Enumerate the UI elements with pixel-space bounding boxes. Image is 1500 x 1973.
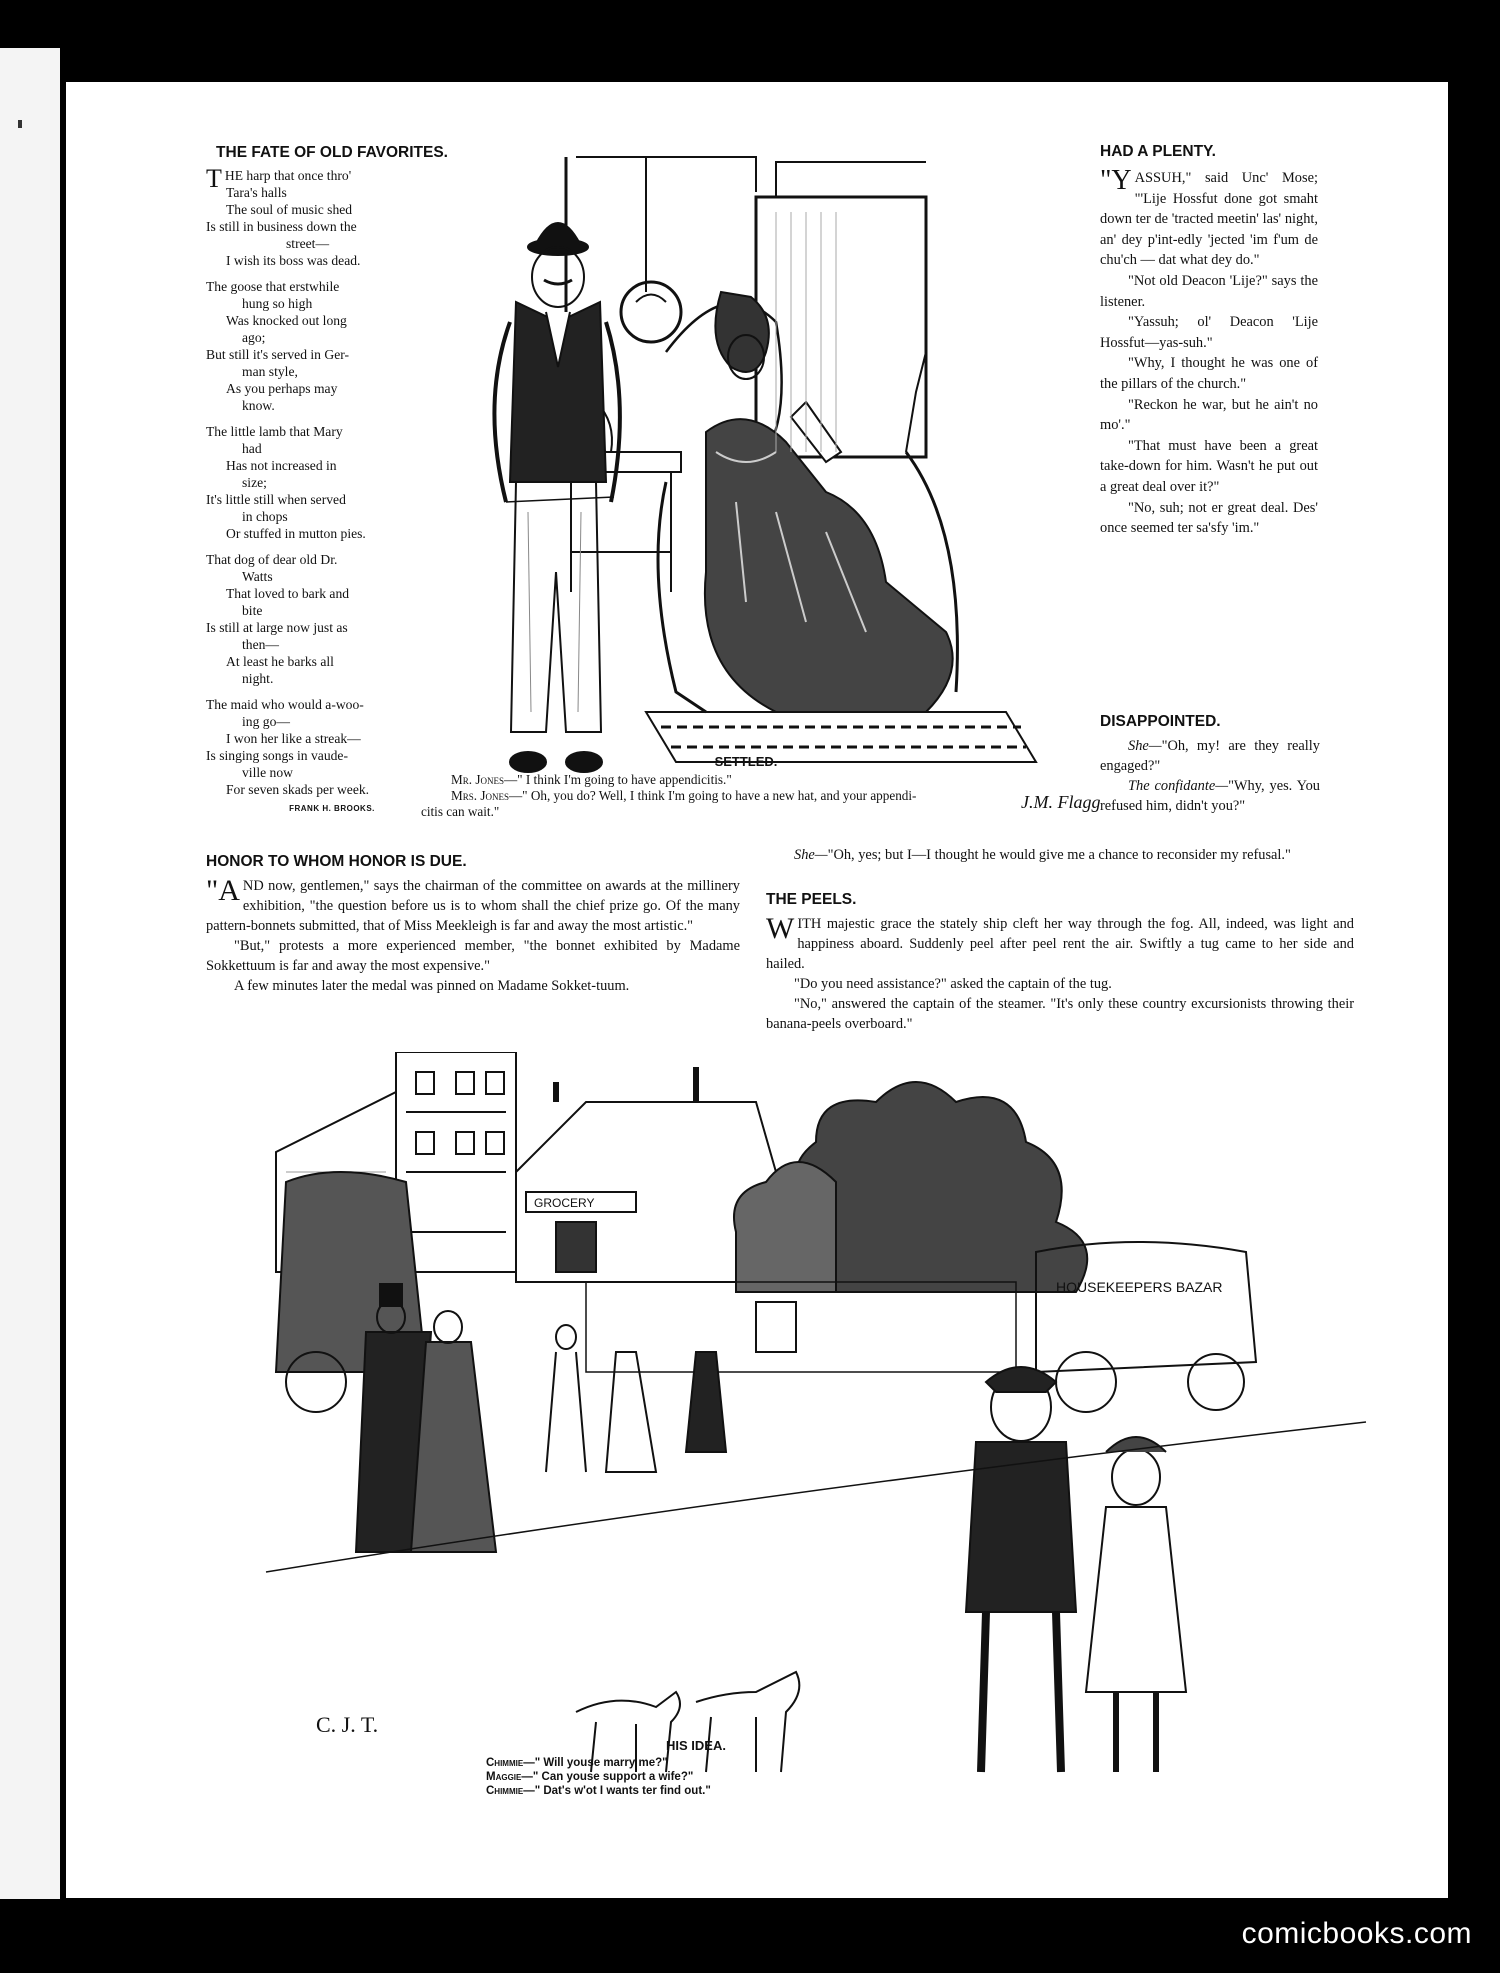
story-the-peels bbox=[766, 890, 1354, 1034]
poem-line: Or stuffed in mutton pies. bbox=[226, 526, 366, 541]
poem-fate-of-old-favorites bbox=[206, 144, 458, 817]
poem-line: The goose that erstwhile bbox=[206, 279, 340, 294]
poem-line: At least he barks all bbox=[226, 654, 334, 669]
dialogue-line: "Oh, yes; but I—I thought he would give me a chance to reconsider my refusal." bbox=[827, 847, 1291, 863]
paragraph: "No," answered the captain of the steamer. "It's only these country excursionists throwing their banana-peels overboard." bbox=[766, 996, 1354, 1032]
magazine-page bbox=[66, 82, 1448, 1898]
poem-line: size; bbox=[242, 475, 267, 490]
poem-line: Watts bbox=[242, 569, 273, 584]
poem-line: That loved to bark and bbox=[226, 586, 350, 601]
poem-title: THE FATE OF OLD FAVORITES. bbox=[216, 144, 448, 161]
dialogue-line: " Will youse marry me?" bbox=[534, 1757, 668, 1769]
paragraph: "Yassuh; ol' Deacon 'Lije Hossfut—yas-suh." bbox=[1100, 314, 1318, 351]
caption-his-idea-title: HIS IDEA. bbox=[666, 1738, 726, 1753]
poem-author: FRANK H. BROOKS. bbox=[289, 804, 375, 813]
drop-cap: "Y bbox=[1100, 165, 1132, 196]
signature-flagg: J.M. Flagg bbox=[1021, 792, 1101, 812]
poem-line: The soul of music shed bbox=[226, 202, 353, 217]
poem-line: Tara's halls bbox=[226, 185, 287, 200]
sign-housekeepers-bazar: HOUSEKEEPERS BAZAR bbox=[1056, 1279, 1223, 1295]
dialogue-line: " Oh, you do? Well, I think I'm going to have a new hat, and your appendi- bbox=[522, 788, 917, 803]
poem-line: It's little still when served bbox=[206, 492, 346, 507]
poem-line: ing go— bbox=[242, 714, 290, 729]
paragraph: ITH majestic grace the stately ship cleft her way through the fog. All, indeed, was light and happiness aboard. Suddenly peel after peel rent the air. Swiftly a tug came to her side and hailed. bbox=[766, 916, 1354, 972]
poem-line: For seven skads per week. bbox=[226, 782, 370, 797]
paragraph: A few minutes later the medal was pinned on Madame Sokket-tuum. bbox=[234, 978, 630, 994]
poem-line: hung so high bbox=[242, 296, 313, 311]
caption-his-idea bbox=[486, 1738, 986, 1798]
poem-line: know. bbox=[242, 398, 275, 413]
poem-line: Has not increased in bbox=[226, 458, 337, 473]
poem-line: had bbox=[242, 441, 262, 456]
poem-line: HE harp that once thro' bbox=[224, 168, 352, 183]
speaker-she: She— bbox=[794, 847, 828, 863]
speaker-maggie: Maggie— bbox=[486, 1771, 533, 1783]
speaker-mr-jones: Mr. Jones— bbox=[451, 772, 518, 787]
paragraph: "That must have been a great take-down for him. Wasn't he put out a great deal over it?" bbox=[1100, 437, 1318, 495]
speaker-mrs-jones: Mrs. Jones— bbox=[451, 788, 523, 803]
story-honor bbox=[206, 852, 740, 996]
watermark: comicbooks.com bbox=[1241, 1917, 1472, 1950]
poem-line: That dog of dear old Dr. bbox=[206, 552, 338, 567]
poem-line: ville now bbox=[242, 765, 293, 780]
drop-cap: "A bbox=[206, 874, 240, 907]
story-title: HAD A PLENTY. bbox=[1100, 143, 1216, 160]
dialogue-line: " Dat's w'ot I wants ter find out." bbox=[534, 1785, 711, 1797]
drop-cap: T bbox=[206, 164, 222, 193]
poem-line: The little lamb that Mary bbox=[206, 424, 343, 439]
illustration-his-idea bbox=[256, 1052, 1376, 1812]
poem-line: As you perhaps may bbox=[226, 381, 338, 396]
poem-line: The maid who would a-woo- bbox=[206, 697, 364, 712]
poem-line: I won her like a streak— bbox=[226, 731, 361, 746]
poem-line: night. bbox=[242, 671, 274, 686]
poem-line: street— bbox=[286, 236, 330, 251]
disappointed-continued bbox=[766, 845, 1354, 865]
dialogue-line: " Can youse support a wife?" bbox=[532, 1771, 694, 1783]
speaker-she: She— bbox=[1128, 738, 1162, 754]
dialogue-line: "Why, yes. You refused him, didn't you?" bbox=[1100, 778, 1321, 814]
page-mark bbox=[18, 120, 22, 128]
poem-line: in chops bbox=[242, 509, 288, 524]
paragraph: "Do you need assistance?" asked the captain of the tug. bbox=[794, 976, 1112, 992]
paragraph: "Why, I thought he was one of the pillars of the church." bbox=[1100, 355, 1318, 392]
paragraph: "Reckon he war, but he ain't no mo'." bbox=[1100, 396, 1318, 434]
caption-settled-title: SETTLED. bbox=[714, 754, 778, 769]
speaker-confidante: The confidante— bbox=[1128, 778, 1229, 794]
dialogue-line: citis can wait." bbox=[421, 804, 500, 819]
sign-grocery: GROCERY bbox=[534, 1196, 595, 1210]
poem-line: Was knocked out long bbox=[226, 313, 347, 328]
poem-line: then— bbox=[242, 637, 279, 652]
caption-settled bbox=[421, 754, 1151, 820]
story-title: DISAPPOINTED. bbox=[1100, 713, 1221, 730]
paragraph: "No, suh; not er great deal. Des' once seemed ter sa'sfy 'im." bbox=[1100, 499, 1318, 537]
drop-cap: W bbox=[766, 912, 795, 945]
story-had-a-plenty bbox=[1100, 142, 1318, 539]
speaker-chimmie: Chimmie— bbox=[486, 1757, 535, 1769]
story-title: HONOR TO WHOM HONOR IS DUE. bbox=[206, 853, 467, 870]
dialogue-line: "Oh, my! are they really engaged?" bbox=[1100, 738, 1320, 774]
poem-line: I wish its boss was dead. bbox=[226, 253, 361, 268]
dialogue-line: " I think I'm going to have appendicitis." bbox=[517, 772, 732, 787]
speaker-chimmie: Chimmie— bbox=[486, 1785, 535, 1797]
paragraph: ASSUH," said Unc' Mose; "'Lije Hossfut done got smaht down ter de 'tracted meetin' las' night, an' dey p'int-edly 'jected 'im f'um de chu'ch — dat what dey do." bbox=[1100, 170, 1318, 269]
paragraph: "But," protests a more experienced member, "the bonnet exhibited by Madame Sokkettuum is far and away the most expensive." bbox=[206, 938, 740, 974]
story-title: THE PEELS. bbox=[766, 891, 857, 908]
paragraph: "Not old Deacon 'Lije?" says the listener. bbox=[1100, 272, 1318, 310]
poem-line: But still it's served in Ger- bbox=[206, 347, 350, 362]
poem-line: ago; bbox=[242, 330, 266, 345]
paragraph: ND now, gentlemen," says the chairman of the committee on awards at the millinery exhibition, "the question before us is to whom shall the chief prize go. Of the many pattern-bonnets submitted, that of Miss Meekleigh is far and away the most artistic." bbox=[206, 878, 740, 934]
poem-line: Is still at large now just as bbox=[206, 620, 348, 635]
left-page-edge bbox=[0, 48, 60, 1899]
poem-line: man style, bbox=[242, 364, 298, 379]
illustration-settled bbox=[446, 152, 1136, 832]
poem-line: Is singing songs in vaude- bbox=[206, 748, 348, 763]
story-disappointed bbox=[1100, 712, 1320, 816]
signature-cjt: C. J. T. bbox=[316, 1712, 379, 1737]
poem-line: Is still in business down the bbox=[206, 219, 357, 234]
poem-line: bite bbox=[242, 603, 263, 618]
